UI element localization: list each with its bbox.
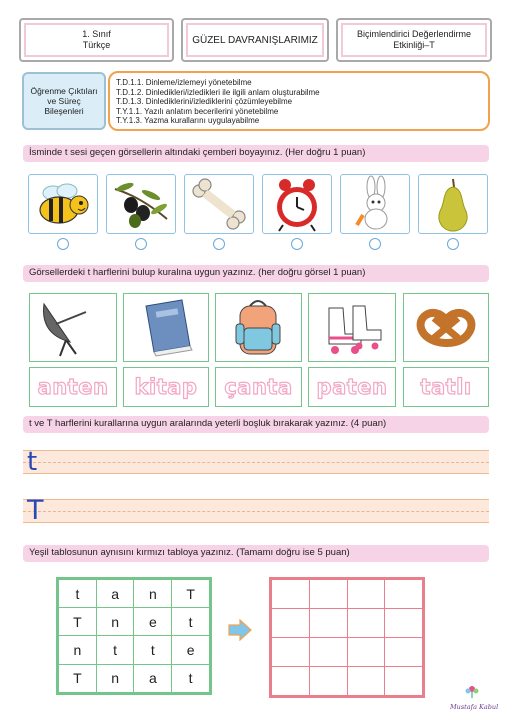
trace-word-box: [29, 367, 117, 407]
green-cell: a: [134, 664, 172, 693]
answer-cell[interactable]: [309, 667, 347, 697]
satellite-dish-picture: [29, 293, 117, 362]
answer-cell[interactable]: [271, 609, 310, 638]
subject-label: Türkçe: [82, 40, 111, 50]
answer-cell[interactable]: [309, 609, 347, 638]
roller-skates-picture: [308, 293, 396, 362]
writing-line-upper[interactable]: [23, 495, 489, 526]
arrow-right-icon: [228, 619, 252, 646]
green-cell: t: [172, 608, 211, 636]
trace-word: çanta: [224, 375, 293, 399]
outcome-item: T.D.1.1. Dinleme/izlemeyi yönetebilme: [116, 78, 252, 87]
green-cell: a: [96, 579, 134, 608]
olives-picture: [106, 174, 176, 234]
backpack-picture: [215, 293, 302, 362]
outcome-item: T.D.1.3. Dinlediklerini/izlediklerini çözümleyebilme: [116, 97, 293, 106]
answer-circle[interactable]: [57, 238, 69, 250]
answer-circle[interactable]: [291, 238, 303, 250]
green-cell: e: [172, 636, 211, 664]
section4-instruction: Yeşil tablosunun aynısını kırmızı tabloya yazınız. (Tamamı doğru ise 5 puan): [23, 545, 489, 562]
answer-circle[interactable]: [447, 238, 459, 250]
grade-subject-box: [19, 18, 174, 62]
activity-type-line2: Etkinliği–T: [393, 40, 435, 50]
book-picture: [123, 293, 209, 362]
answer-cell[interactable]: [271, 638, 310, 667]
activity-type-line1: Biçimlendirici Değerlendirme: [356, 29, 472, 39]
answer-cell[interactable]: [347, 638, 385, 667]
green-cell: e: [134, 608, 172, 636]
trace-word: kitap: [134, 375, 198, 399]
green-cell: n: [134, 579, 172, 608]
bee-picture: [28, 174, 98, 234]
red-answer-table[interactable]: [269, 577, 425, 698]
green-cell: t: [134, 636, 172, 664]
outcomes-list: [108, 71, 490, 131]
flower-icon: [462, 684, 482, 698]
section1-instruction: İsminde t sesi geçen görsellerin altındaki çemberi boyayınız. (Her doğru 1 puan): [23, 145, 489, 162]
answer-circle[interactable]: [213, 238, 225, 250]
answer-cell[interactable]: [271, 667, 310, 697]
outcome-item: T.D.1.2. Dinledikleri/izledikleri ile ilgili anlam oluşturabilme: [116, 87, 320, 97]
section3-instruction: t ve T harflerini kurallarına uygun aralarında yeterli boşluk bırakarak yazınız. (4 puan): [23, 416, 489, 433]
green-cell: T: [58, 664, 97, 693]
green-cell: n: [58, 636, 97, 664]
trace-word: paten: [316, 375, 388, 399]
trace-word-box: [123, 367, 209, 407]
green-cell: t: [58, 579, 97, 608]
answer-cell[interactable]: [271, 579, 310, 609]
outcomes-label-line1: Öğrenme Çıktıları: [30, 86, 98, 96]
answer-cell[interactable]: [385, 638, 424, 667]
author-logo: [450, 684, 499, 714]
trace-word-box: [403, 367, 489, 407]
activity-type-box: [336, 18, 492, 62]
rabbit-picture: [340, 174, 410, 234]
green-cell: T: [172, 579, 211, 608]
green-cell: T: [58, 608, 97, 636]
answer-circle[interactable]: [135, 238, 147, 250]
trace-word: anten: [37, 375, 109, 399]
green-cell: n: [96, 664, 134, 693]
writing-line-lower[interactable]: [23, 447, 489, 477]
bone-picture: [184, 174, 254, 234]
trace-word-box: [215, 367, 302, 407]
sample-letter-lower: t: [27, 447, 38, 477]
pretzel-picture: [403, 293, 489, 362]
outcomes-label: [22, 72, 106, 130]
trace-word-box: [308, 367, 396, 407]
answer-cell[interactable]: [309, 579, 347, 609]
answer-circle[interactable]: [369, 238, 381, 250]
pear-picture: [418, 174, 488, 234]
title-box: [181, 18, 329, 62]
alarm-clock-picture: [262, 174, 332, 234]
page-title: GÜZEL DAVRANIŞLARIMIZ: [192, 34, 318, 46]
green-cell: t: [96, 636, 134, 664]
outcomes-label-line2: ve Süreç: [47, 96, 81, 106]
answer-cell[interactable]: [309, 638, 347, 667]
sample-letter-upper: T: [27, 495, 44, 526]
answer-cell[interactable]: [385, 579, 424, 609]
answer-cell[interactable]: [385, 667, 424, 697]
section2-instruction: Görsellerdeki t harflerini bulup kuralına uygun yazınız. (her doğru görsel 1 puan): [23, 265, 489, 282]
outcome-item: T.Y.1.3. Yazma kurallarını uygulayabilme: [116, 116, 260, 125]
answer-cell[interactable]: [385, 609, 424, 638]
trace-word: tatlı: [420, 375, 472, 399]
green-letter-table: [56, 577, 212, 695]
answer-cell[interactable]: [347, 579, 385, 609]
green-cell: n: [96, 608, 134, 636]
answer-cell[interactable]: [347, 609, 385, 638]
outcomes-label-line3: Bileşenleri: [44, 106, 84, 116]
answer-cell[interactable]: [347, 667, 385, 697]
author-signature: Mustafa Kabul: [450, 703, 499, 711]
outcome-item: T.Y.1.1. Yazılı anlatım becerilerini yönetebilme: [116, 106, 279, 116]
green-cell: t: [172, 664, 211, 693]
grade-label: 1. Sınıf: [82, 29, 111, 39]
